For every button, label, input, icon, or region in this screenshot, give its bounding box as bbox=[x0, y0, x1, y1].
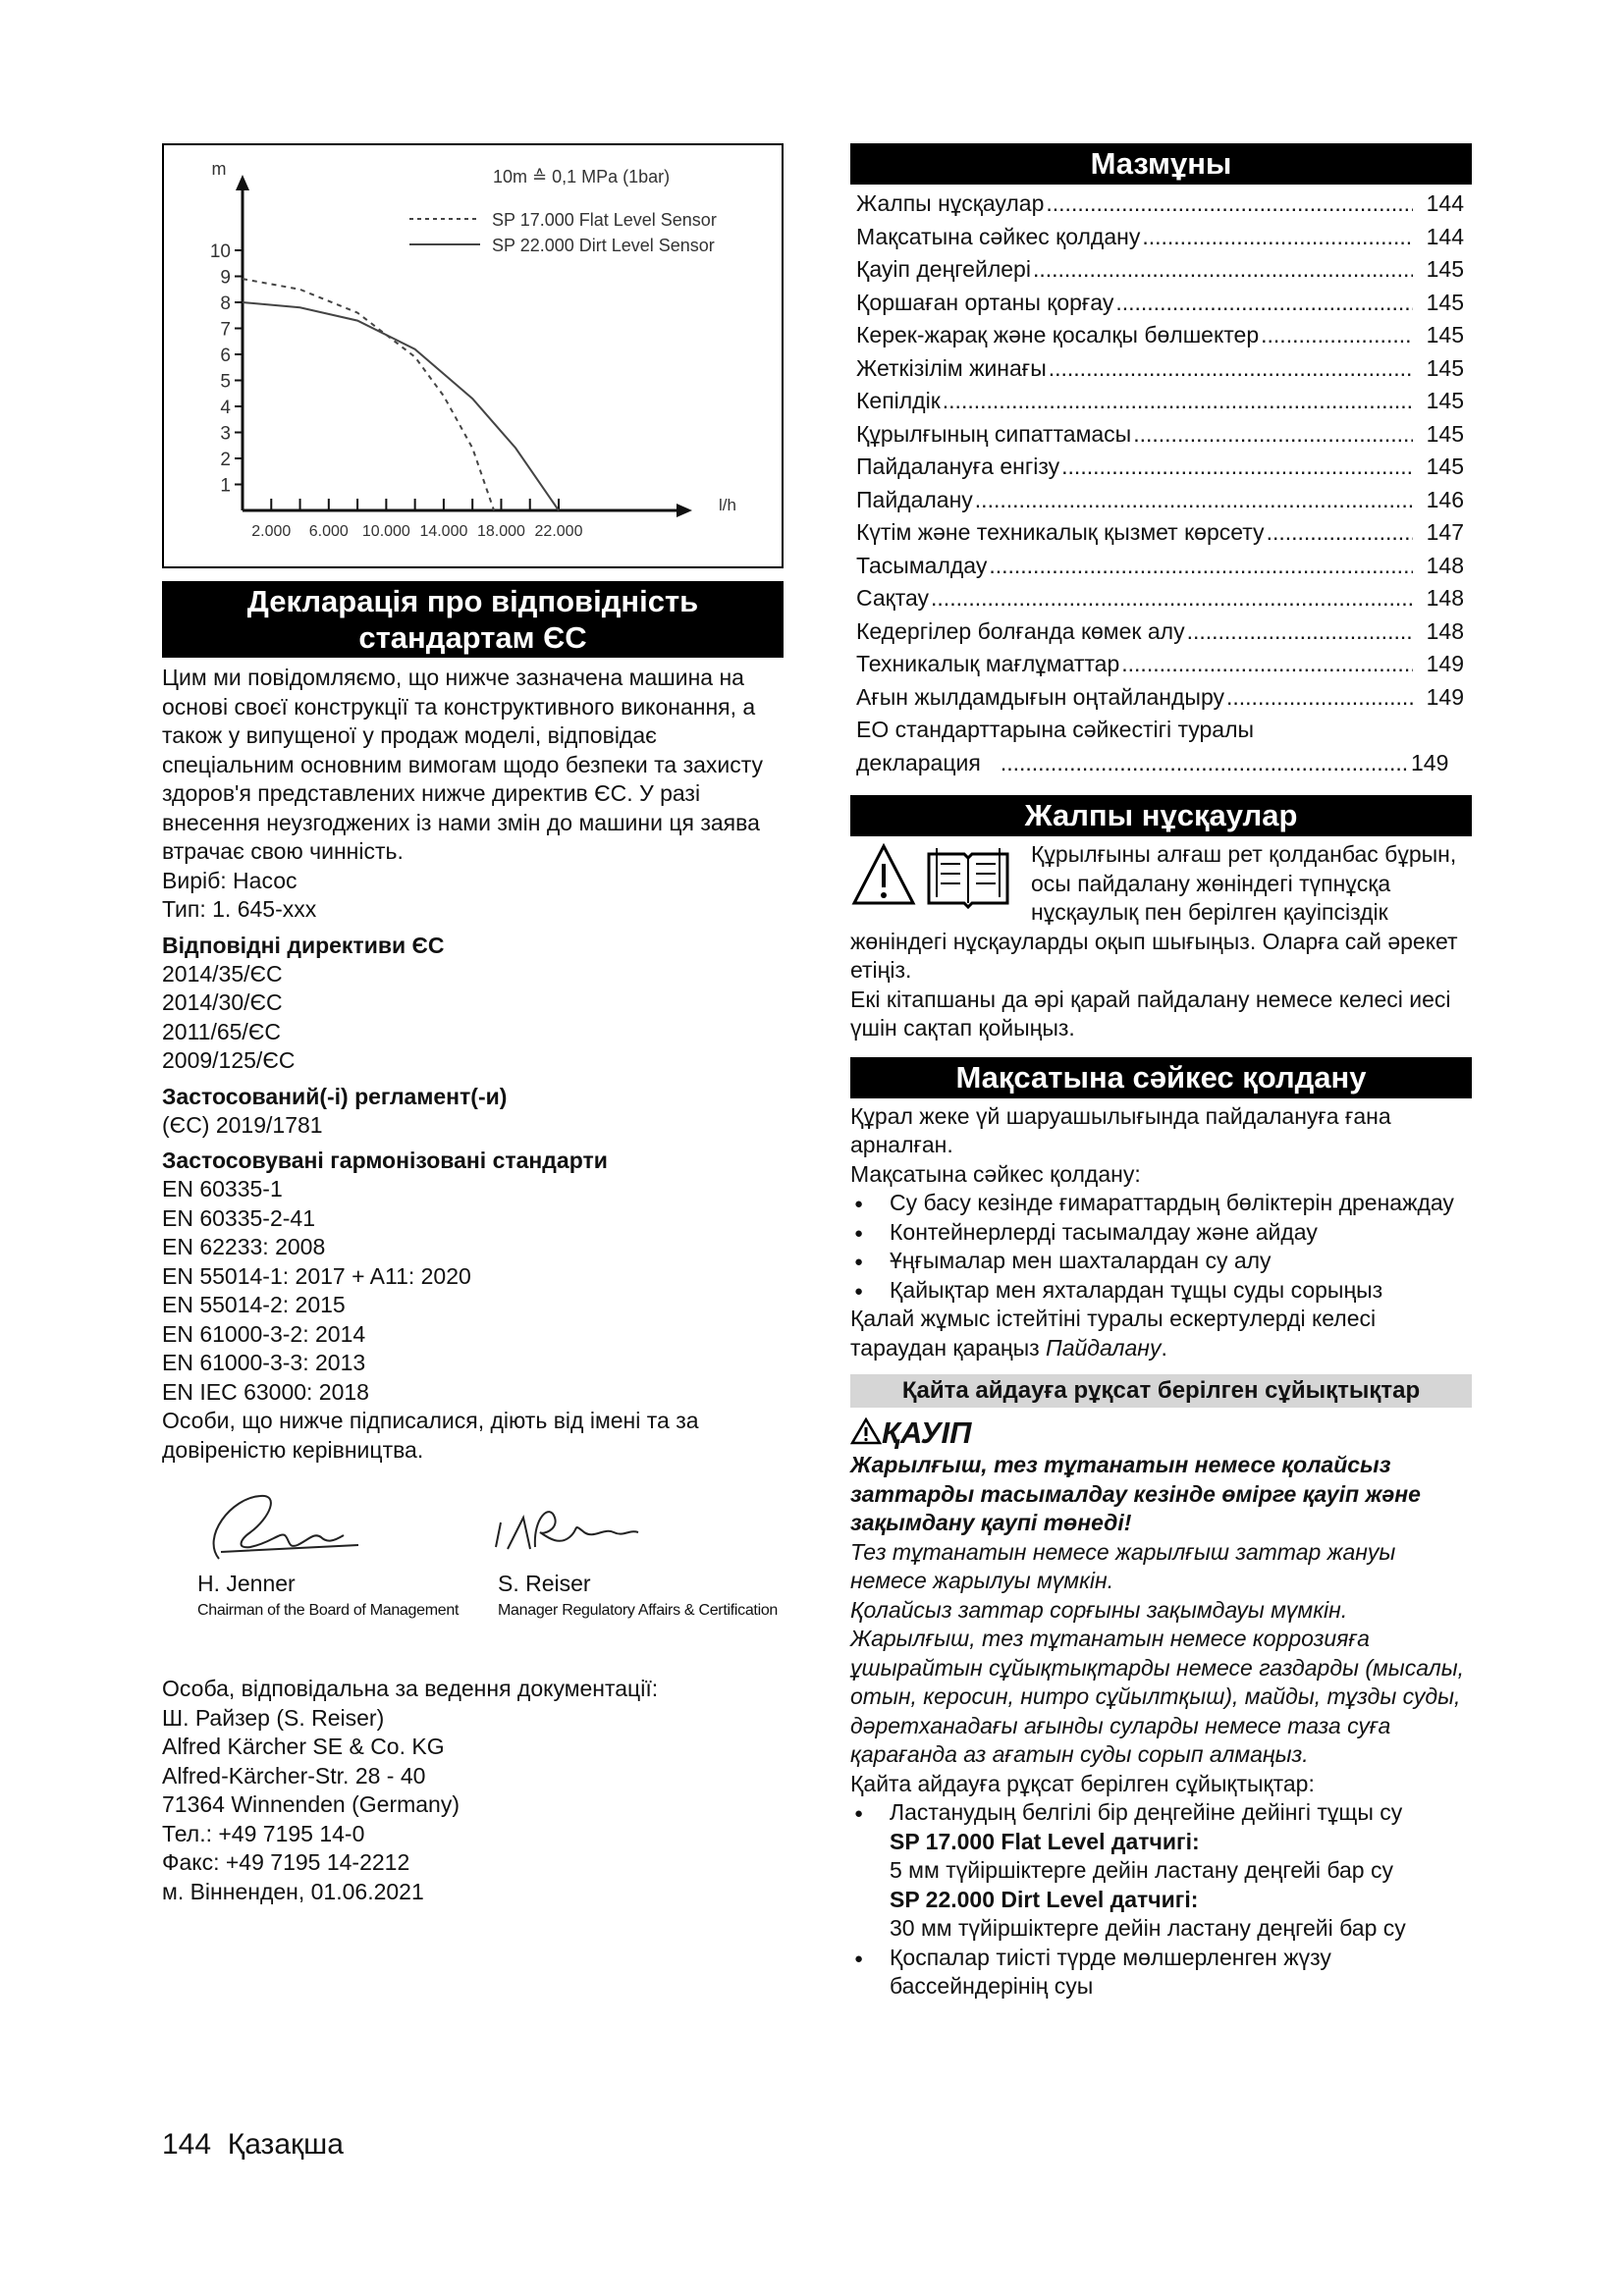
y-unit-label: m bbox=[211, 159, 227, 179]
toc-item-label: Қоршаған ортаны қорғау bbox=[856, 289, 1114, 315]
conversion-note: 10m ≙ 0,1 MPa (1bar) bbox=[493, 167, 671, 187]
toc-item-label: Техникалық мағлұматтар bbox=[856, 651, 1120, 676]
toc-item-page: 145 bbox=[1426, 420, 1464, 447]
address-line: Ш. Райзер (S. Reiser) bbox=[162, 1704, 385, 1731]
toc-leader bbox=[1133, 418, 1413, 452]
usage-bullet: ● Су басу кезінде ғимараттардың бөліктерін дренаждау bbox=[850, 1189, 1472, 1218]
doc-person-title: Особа, відповідальна за ведення документації: bbox=[162, 1676, 659, 1701]
toc-item[interactable] bbox=[850, 648, 1472, 681]
x-tick-label: 18.000 bbox=[476, 523, 525, 540]
toc-item[interactable] bbox=[850, 287, 1472, 320]
toc-leader bbox=[975, 484, 1413, 517]
toc-item[interactable] bbox=[850, 516, 1472, 550]
toc-item-page: 145 bbox=[1426, 388, 1464, 413]
toc-item-label: Жалпы нұсқаулар bbox=[856, 190, 1045, 216]
page-number: 144 bbox=[162, 2128, 212, 2161]
toc-item[interactable] bbox=[850, 319, 1472, 352]
toc-item-label: Тасымалдау bbox=[856, 552, 988, 578]
toc-leader bbox=[1261, 319, 1413, 352]
usage-note-prefix: Қалай жұмыс істейтіні туралы ескертулерді келесі тараудан қараңыз bbox=[850, 1306, 1377, 1361]
toc-item[interactable] bbox=[850, 418, 1472, 452]
declaration-title: Декларація про відповідність стандартам ЄС bbox=[162, 581, 784, 658]
y-tick-label: 10 bbox=[209, 241, 231, 262]
sensor-1-title: SP 17.000 Flat Level датчигі: bbox=[890, 1828, 1200, 1854]
toc-item-label: Пайдалану bbox=[856, 486, 973, 512]
address-line: Факс: +49 7195 14-2212 bbox=[162, 1849, 410, 1875]
toc-leader bbox=[1061, 451, 1413, 484]
toc-item-page: 145 bbox=[1426, 354, 1464, 381]
toc-item[interactable] bbox=[850, 221, 1472, 254]
signer-role-jenner: Chairman of the Board of Management bbox=[197, 1602, 460, 1619]
toc-item-label: декларация bbox=[856, 749, 981, 775]
x-tick-label: 14.000 bbox=[419, 523, 468, 540]
standard-item: EN IEC 63000: 2018 bbox=[162, 1378, 369, 1405]
toc-leader bbox=[943, 385, 1413, 418]
left-column bbox=[162, 143, 784, 1906]
liquids-subtitle: Қайта айдауға рұқсат берілген сұйықтықтар bbox=[850, 1374, 1472, 1408]
toc-item[interactable] bbox=[850, 484, 1472, 517]
danger-triangle-icon bbox=[850, 1417, 882, 1445]
toc-item-last-line1[interactable] bbox=[850, 714, 1472, 747]
allowed-bullet: ● Қоспалар тиісті түрде мөлшерленген жүзу бассейндерінің суы bbox=[850, 1944, 1472, 2002]
y-tick-label: 1 bbox=[220, 475, 231, 497]
standard-item: EN 55014-2: 2015 bbox=[162, 1292, 346, 1317]
toc-item-page: 148 bbox=[1426, 552, 1464, 578]
toc-item-label: Кедергілер болғанда көмек алу bbox=[856, 617, 1185, 644]
type-line: Тип: 1. 645-xxx bbox=[162, 896, 317, 922]
toc-item-label: Ағын жылдамдығын оңтайландыру bbox=[856, 683, 1224, 710]
directive-item: 2011/65/ЄС bbox=[162, 1018, 281, 1044]
danger-text: Тез тұтанатын немесе жарылғыш заттар жануы немесе жарылуы мүмкін. bbox=[850, 1538, 1396, 1593]
series-line-dirt-level bbox=[243, 302, 559, 510]
directive-item: 2014/30/ЄС bbox=[162, 989, 283, 1015]
page-footer bbox=[162, 2128, 344, 2162]
y-tick-label: 8 bbox=[220, 294, 231, 314]
toc-leader bbox=[1046, 187, 1413, 221]
toc-leader bbox=[1121, 648, 1413, 681]
usage-bullet: ● Контейнерлерді тасымалдау және айдау bbox=[850, 1218, 1472, 1248]
signer-name-jenner: H. Jenner bbox=[197, 1571, 296, 1596]
danger-label: ҚАУІП bbox=[882, 1415, 972, 1450]
x-tick-label: 2.000 bbox=[251, 523, 292, 540]
y-tick-label: 6 bbox=[220, 346, 231, 366]
y-axis-arrow bbox=[236, 175, 249, 190]
toc-leader bbox=[1115, 287, 1413, 320]
toc-item-label: Пайдалануға енгізу bbox=[856, 454, 1060, 479]
x-axis-arrow bbox=[677, 504, 692, 517]
standard-item: EN 61000-3-3: 2013 bbox=[162, 1350, 366, 1375]
general-text-a: Құрылғыны алғаш рет қолданбас бұрын, осы пайдалану жөніндегі түпнұсқа нұсқаулық пен берілген қауіпсіздік жөніндегі нұсқауларды оқып шығыңыз. Оларға сай әрекет етіңіз. bbox=[850, 841, 1458, 983]
right-column bbox=[850, 143, 1472, 2002]
legend-label-flat: SP 17.000 Flat Level Sensor bbox=[492, 210, 717, 230]
usage-intro2: Мақсатына сәйкес қолдану: bbox=[850, 1160, 1141, 1187]
toc-title: Мазмұны bbox=[850, 143, 1472, 185]
allowed-bullet: ● Ластанудың белгілі бір деңгейіне дейінгі тұщы су bbox=[850, 1798, 1472, 1828]
toc-item-page: 145 bbox=[1426, 454, 1464, 479]
toc-leader bbox=[1267, 516, 1413, 550]
toc-item-page: 149 bbox=[1426, 683, 1464, 710]
standard-item: EN 62233: 2008 bbox=[162, 1234, 326, 1259]
pump-performance-chart bbox=[162, 143, 784, 568]
standards-title: Застосовувані гармонізовані стандарти bbox=[162, 1148, 608, 1173]
signer-role-reiser: Manager Regulatory Affairs & Certification bbox=[498, 1602, 779, 1619]
usage-note-suffix: . bbox=[1161, 1334, 1167, 1361]
usage-note bbox=[850, 1305, 1472, 1362]
legend-label-dirt: SP 22.000 Dirt Level Sensor bbox=[492, 236, 715, 255]
y-tick-label: 7 bbox=[220, 319, 231, 341]
sensor-2-text: 30 мм түйіршіктерге дейін ластану деңгейі бар су bbox=[890, 1915, 1406, 1941]
toc-item-page: 148 bbox=[1426, 617, 1464, 644]
y-tick-label: 4 bbox=[220, 398, 231, 418]
signature-jenner bbox=[214, 1496, 358, 1559]
address-line: Тел.: +49 7195 14-0 bbox=[162, 1820, 365, 1846]
x-tick-label: 22.000 bbox=[534, 523, 583, 540]
x-tick-label: 10.000 bbox=[361, 523, 410, 540]
general-text-b: Екі кітапшаны да әрі қарай пайдалану немесе келесі иесі үшін сақтап қойыңыз. bbox=[850, 986, 1451, 1041]
toc-item[interactable] bbox=[850, 550, 1472, 583]
regulation-title: Застосований(-і) регламент(-и) bbox=[162, 1083, 508, 1109]
address-line: 71364 Winnenden (Germany) bbox=[162, 1791, 460, 1817]
y-tick-label: 9 bbox=[220, 267, 231, 289]
toc-item[interactable] bbox=[850, 385, 1472, 418]
toc-item[interactable] bbox=[850, 352, 1472, 386]
toc-item[interactable] bbox=[850, 451, 1472, 484]
y-tick-label: 3 bbox=[220, 423, 231, 445]
signer-name-reiser: S. Reiser bbox=[498, 1571, 591, 1596]
toc-item-page: 145 bbox=[1426, 322, 1464, 347]
toc-item-last-line2[interactable] bbox=[850, 747, 1472, 780]
directive-item: 2009/125/ЄС bbox=[162, 1047, 296, 1073]
signatories-text: Особи, що нижче підписалися, діють від імені та за довіреністю керівництва. bbox=[162, 1408, 699, 1463]
regulation-value: (ЄС) 2019/1781 bbox=[162, 1111, 323, 1138]
toc-leader bbox=[931, 582, 1413, 615]
table-of-contents bbox=[850, 187, 1472, 779]
general-notes bbox=[850, 840, 1472, 1043]
x-unit-label: l/h bbox=[719, 496, 736, 514]
allowed-intro: Қайта айдауға рұқсат берілген сұйықтықтар: bbox=[850, 1770, 1315, 1796]
toc-item[interactable] bbox=[850, 681, 1472, 715]
usage-note-link[interactable]: Пайдалану bbox=[1046, 1334, 1162, 1361]
toc-item-label: Күтім және техникалық қызмет көрсету bbox=[856, 519, 1265, 545]
address-line: м. Вінненден, 01.06.2021 bbox=[162, 1878, 424, 1904]
toc-item[interactable] bbox=[850, 615, 1472, 649]
standard-item: EN 55014-1: 2017 + A11: 2020 bbox=[162, 1262, 471, 1289]
toc-item[interactable] bbox=[850, 582, 1472, 615]
usage-bullet: ● Ұңғымалар мен шахталардан су алу bbox=[850, 1247, 1472, 1276]
toc-item-page: 144 bbox=[1426, 223, 1464, 249]
toc-leader bbox=[989, 550, 1413, 583]
toc-item-label: Керек-жарақ және қосалқы бөлшектер bbox=[856, 322, 1260, 347]
x-tick-label: 6.000 bbox=[308, 523, 349, 540]
standard-item: EN 60335-2-41 bbox=[162, 1204, 315, 1231]
y-tick-label: 2 bbox=[220, 450, 231, 470]
toc-item-page: 148 bbox=[1426, 585, 1464, 611]
toc-item-label: Кепілдік bbox=[856, 388, 941, 413]
y-tick-label: 5 bbox=[220, 371, 231, 393]
directive-item: 2014/35/ЄС bbox=[162, 960, 283, 987]
signature-graphics bbox=[162, 1478, 784, 1576]
general-title: Жалпы нұсқаулар bbox=[850, 795, 1472, 836]
toc-leader bbox=[1187, 615, 1413, 649]
toc-leader bbox=[1001, 747, 1409, 780]
toc-item-page: 144 bbox=[1426, 190, 1464, 216]
toc-item-label: Сақтау bbox=[856, 585, 930, 611]
signature-block bbox=[162, 1478, 784, 1645]
toc-item[interactable] bbox=[850, 187, 1472, 221]
standard-item: EN 60335-1 bbox=[162, 1176, 283, 1201]
danger-text: Қолайсыз заттар сорғыны зақымдауы мүмкін. bbox=[850, 1596, 1348, 1623]
toc-item-label: ЕО стандарттарына сәйкестігі туралы bbox=[856, 717, 1255, 742]
usage-title: Мақсатына сәйкес қолдану bbox=[850, 1057, 1472, 1098]
toc-item-page: 145 bbox=[1426, 289, 1464, 315]
sensor-2-title: SP 22.000 Dirt Level датчигі: bbox=[890, 1886, 1199, 1912]
usage-intro: Құрал жеке үй шаруашылығында пайдалануға ғана арналған. bbox=[850, 1102, 1391, 1157]
toc-item-label: Жеткізілім жинағы bbox=[856, 354, 1047, 381]
declaration-text: Цим ми повідомляємо, що нижче зазначена машина на основі своєї конструкції та конструктивного виконання, а також у випущеної у продаж моделі, відповідає спеціальним основним вимогам щодо безпеки та захисту здоров'я представлених нижче директив ЄС. У разі внесення неузгоджених із нами змін до машини ця заява втрачає свою чинність. bbox=[162, 665, 764, 864]
directives-title: Відповідні директиви ЄС bbox=[162, 932, 445, 958]
sensor-1-text: 5 мм түйіршіктерге дейін ластану деңгейі бар су bbox=[890, 1857, 1393, 1883]
danger-bold-text: Жарылғыш, тез тұтанатын немесе қолайсыз заттарды тасымалдау кезінде өмірге қауіп және зақымдану қаупі төнеді! bbox=[850, 1452, 1421, 1535]
toc-item-page: 149 bbox=[1426, 651, 1464, 676]
toc-leader bbox=[1142, 221, 1413, 254]
toc-item-page: 146 bbox=[1426, 486, 1464, 512]
toc-item[interactable] bbox=[850, 253, 1472, 287]
toc-item-page: 147 bbox=[1426, 519, 1464, 545]
warning-book-icon bbox=[850, 842, 1017, 913]
standard-item: EN 61000-3-2: 2014 bbox=[162, 1320, 366, 1347]
series-line-flat-level bbox=[243, 279, 494, 510]
toc-item-label: Құрылғының сипаттамасы bbox=[856, 420, 1132, 447]
chart-canvas bbox=[164, 145, 781, 565]
danger-heading bbox=[850, 1415, 1472, 1451]
toc-leader bbox=[1033, 253, 1413, 287]
toc-item-page: 145 bbox=[1426, 256, 1464, 282]
toc-item-page: 149 bbox=[1411, 749, 1449, 775]
address-line: Alfred-Kärcher-Str. 28 - 40 bbox=[162, 1762, 426, 1789]
signature-reiser bbox=[496, 1512, 638, 1549]
product-line: Виріб: Насос bbox=[162, 867, 298, 893]
danger-text: Жарылғыш, тез тұтанатын немесе коррозияға ұшырайтын сұйықтықтарды немесе газдарды (мысалы, отын, керосин, нитро сұйылтқыш), майды, тұзды суды, дәретханадағы ағынды суларды немесе таза суға қарағанда аз ағатын суды сорып алмаңыз. bbox=[850, 1626, 1465, 1767]
toc-leader bbox=[1226, 681, 1413, 715]
usage-bullet: ● Қайықтар мен яхталардан тұщы суды сорыңыз bbox=[850, 1276, 1472, 1306]
toc-item-label: Қауіп деңгейлері bbox=[856, 256, 1031, 282]
footer-language: Қазақша bbox=[227, 2128, 344, 2161]
toc-item-label: Мақсатына сәйкес қолдану bbox=[856, 223, 1141, 249]
address-line: Alfred Kärcher SE & Co. KG bbox=[162, 1734, 445, 1759]
toc-leader bbox=[1049, 352, 1413, 386]
